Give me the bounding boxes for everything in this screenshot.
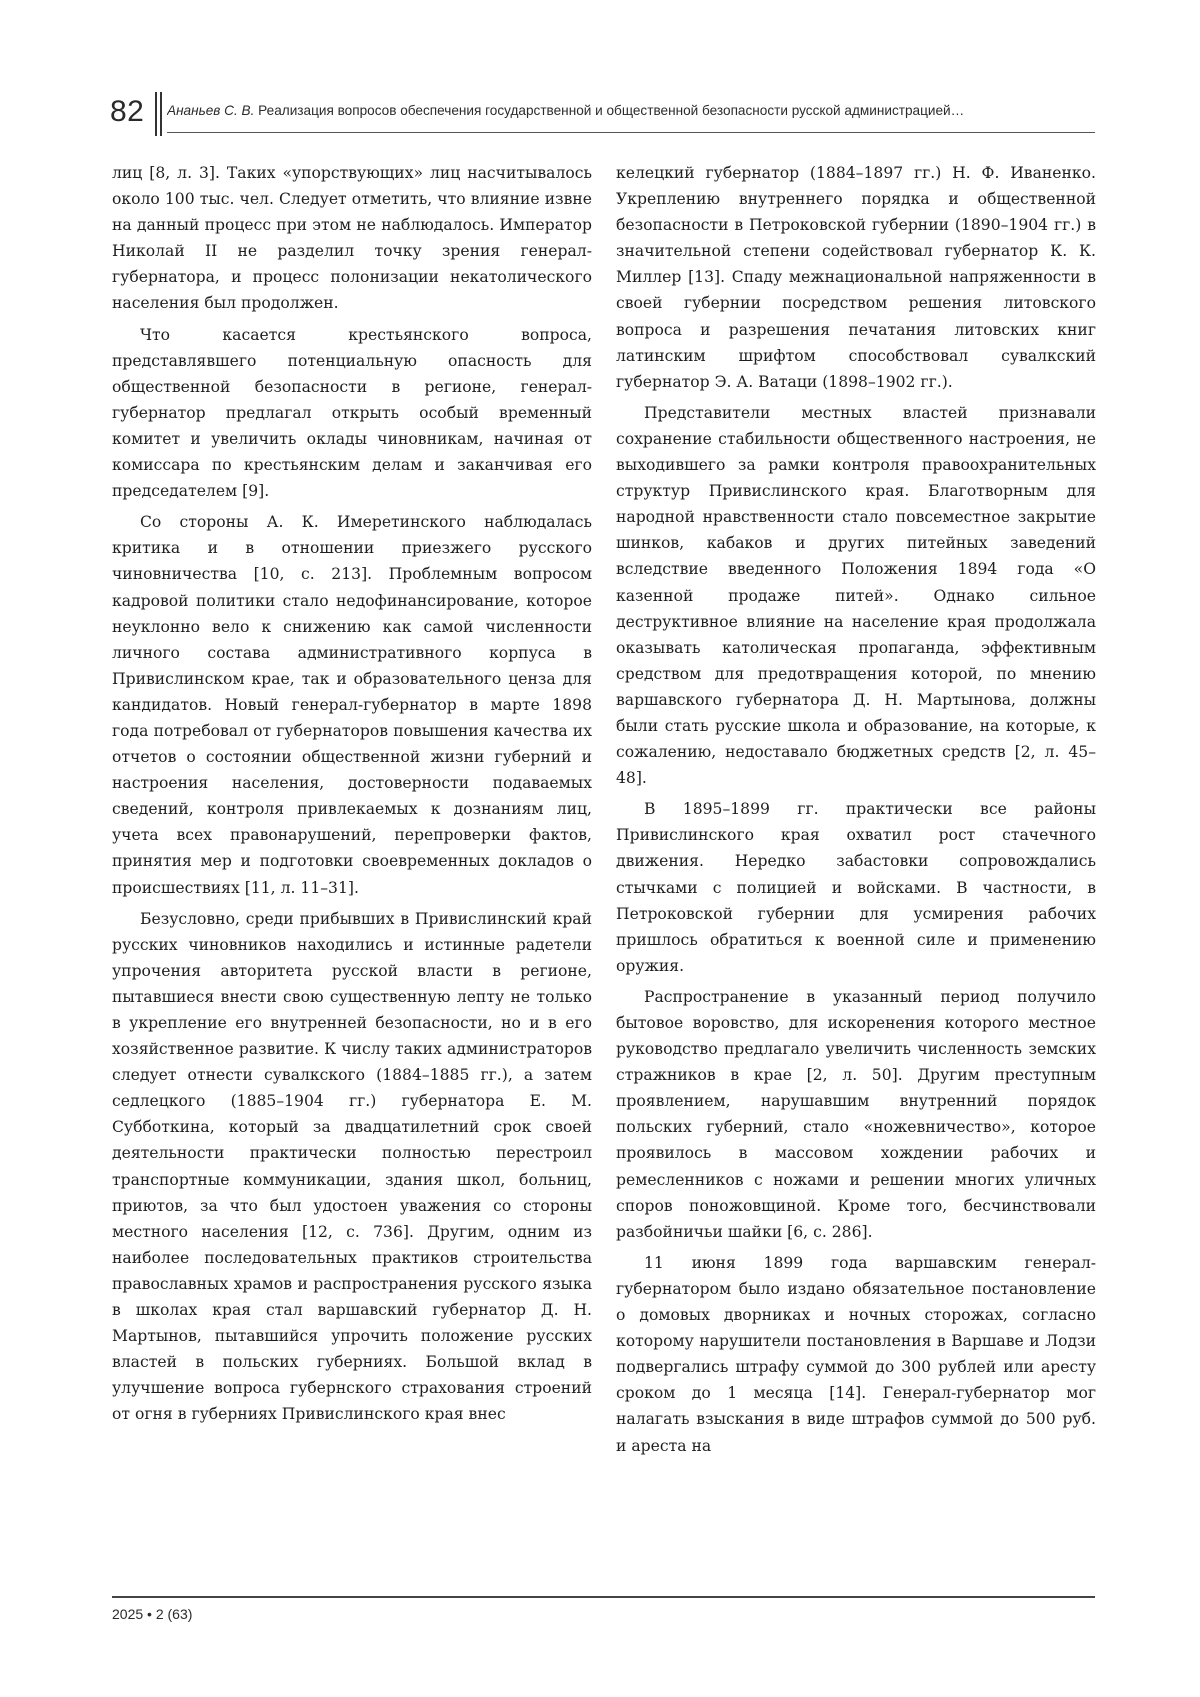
paragraph: лиц [8, л. 3]. Таких «упорствующих» лиц насчитывалось около 100 тыс. чел. Следует отметить, что влияние извне на данный процесс при этом не наблюдалось. Император Николай II не разделил точку зрения генерал-губернатора, и процесс полонизации некатолического населения был продолжен. [112, 164, 592, 313]
issue-label: 2025 • 2 (63) [112, 1606, 193, 1622]
left-column [112, 160, 592, 1428]
paragraph: Что касается крестьянского вопроса, представлявшего потенциальную опасность для общественной безопасности в регионе, генерал-губернатор предлагал открыть особый временный комитет и увеличить оклады чиновникам, начиная от комиссара по крестьянским делам и заканчивая его председателем [9]. [112, 325, 592, 501]
paragraph: келецкий губернатор (1884–1897 гг.) Н. Ф. Иваненко. Укреплению внутреннего порядка и общественной безопасности в Петроковской губернии (1890–1904 гг.) в значительной степени содействовал губернатор К. К. Миллер [13]. Спаду межнациональной напряженности в своей губернии посредством решения литовского вопроса и разрешения печатания литовских книг латинским шрифтом способствовал сувалкский губернатор Э. А. Ватаци (1898–1902 гг.). [616, 164, 1096, 391]
header-article-title: Реализация вопросов обеспечения государственной и общественной безопасности русской администрацией… [258, 103, 965, 118]
paragraph: 11 июня 1899 года варшавским генерал-губернатором было издано обязательное постановление о домовых дворниках и ночных сторожах, согласно которому нарушители постановления в Варшаве и Лодзи подвергались штрафу суммой до 300 рублей или аресту сроком до 1 месяца [14]. Генерал-губернатор мог налагать взыскания в виде штрафов суммой до 500 руб. и ареста на [616, 1253, 1096, 1455]
paragraph: Со стороны А. К. Имеретинского наблюдалась критика и в отношении приезжего русского чиновничества [10, с. 213]. Проблемным вопросом кадровой политики стало недофинансирование, которое неуклонно вело к снижению как самой численности личного состава административного корпуса в Привислинском крае, так и образовательного ценза для кандидатов. Новый генерал-губернатор в марте 1898 года потребовал от губернаторов повышения качества их отчетов о состоянии общественной жизни губерний и настроения населения, достоверности подаваемых сведений, контроля привлекаемых к дознаниям лиц, учета всех правонарушений, перепроверки фактов, принятия мер и подготовки своевременных докладов о происшествиях [11, л. 11–31]. [112, 513, 592, 897]
paragraph: Представители местных властей признавали сохранение стабильности общественного настроения, не выходившего за рамки контроля правоохранительных структур Привислинского края. Благотворным для народной нравственности стало повсеместное закрытие шинков, кабаков и других питейных заведений вследствие введенного Положения 1894 года «О казенной продаже питей». Однако сильное деструктивное влияние на население края продолжала оказывать католическая пропаганда, эффективным средством для предотвращения которой, по мнению варшавского губернатора Д. Н. Мартынова, должны были стать русские школа и образование, на которые, к сожалению, недоставало бюджетных средств [2, л. 45–48]. [616, 403, 1096, 788]
header-divider [155, 92, 157, 136]
running-title [167, 102, 1095, 120]
right-column [616, 160, 1096, 1459]
paragraph: В 1895–1899 гг. практически все районы Привислинского края охватил рост стачечного движения. Нередко забастовки сопровождались стычками с полицией и войсками. В частности, в Петроковской губернии для усмирения рабочих пришлось обратиться к военной силе и применению оружия. [616, 800, 1096, 975]
page-number: 82 [110, 95, 145, 128]
footer-rule [112, 1596, 1095, 1598]
header-author: Ананьев С. В. [167, 103, 255, 118]
header-divider [160, 92, 162, 136]
paragraph: Распространение в указанный период получило бытовое воровство, для искоренения которого местное руководство предлагало увеличить численность земских стражников в крае [2, л. 50]. Другим преступным проявлением, нарушавшим внутренний порядок польских губерний, стало «ножевничество», которое проявилось в массовом хождении рабочих и ремесленников с ножами и решении многих уличных споров поножовщиной. Кроме того, бесчинствовали разбойничьи шайки [6, с. 286]. [616, 987, 1096, 1241]
running-header [110, 92, 1095, 140]
paragraph: Безусловно, среди прибывших в Привислинский край русских чиновников находились и истинные радетели упрочения авторитета русской власти в регионе, пытавшиеся внести свою существенную лепту не только в укрепление его внутренней безопасности, но и в его хозяйственное развитие. К числу таких администраторов следует отнести сувалкского (1884–1885 гг.), а затем седлецкого (1885–1904 гг.) губернатора Е. М. Субботкина, который за двадцатилетний срок своей деятельности практически полностью перестроил транспортные коммуникации, здания школ, больниц, приютов, за что был удостоен уважения со стороны местного населения [12, с. 736]. Другим, одним из наиболее последовательных практиков строительства православных храмов и распространения русского языка в школах края стал варшавский губернатор Д. Н. Мартынов, пытавшийся упрочить положение русских властей в польских губерниях. Большой вклад в улучшение вопроса губернского страхования строений от огня в губерниях Привислинского края внес [112, 909, 592, 1424]
header-rule [167, 132, 1095, 133]
